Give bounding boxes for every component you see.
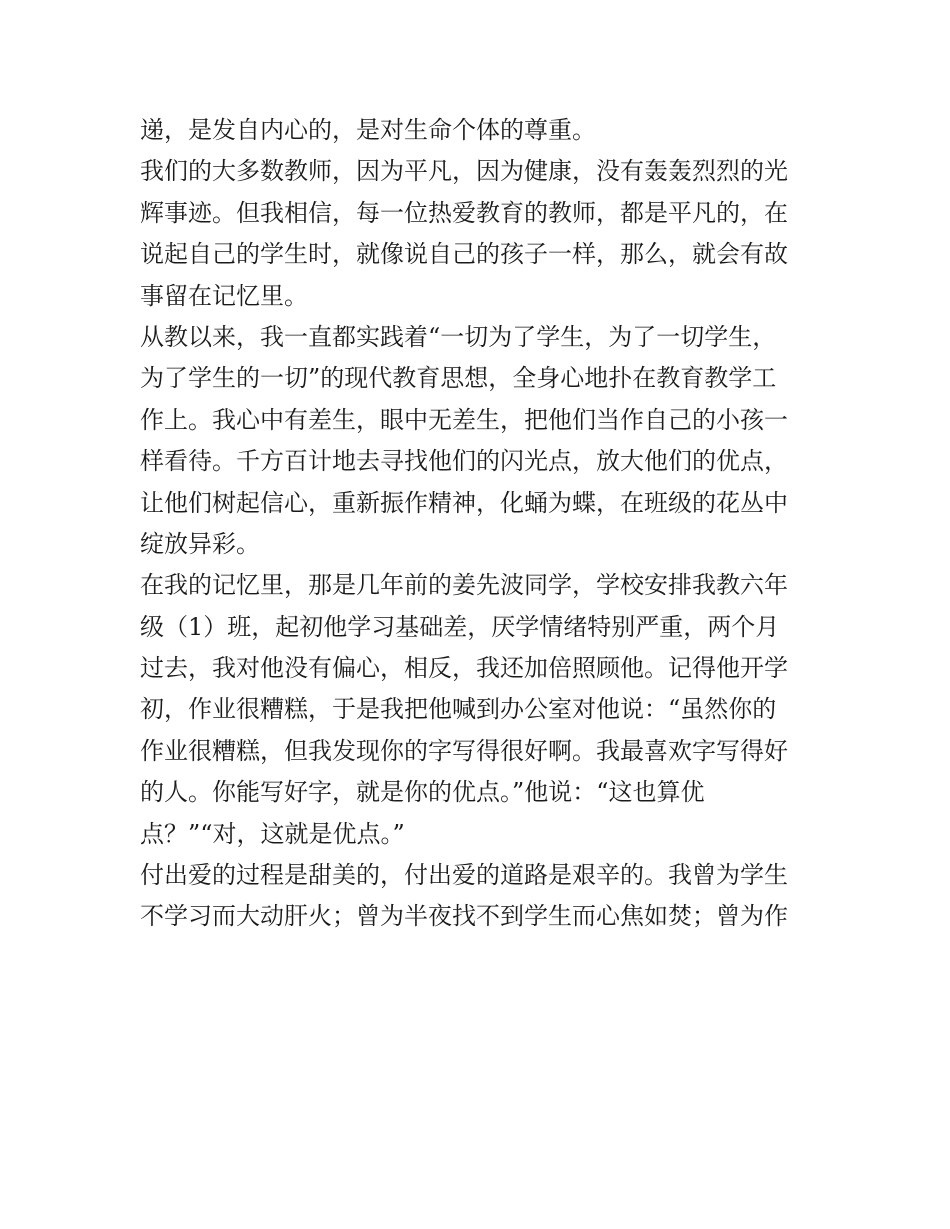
text-line: 不学习而大动肝火；曾为半夜找不到学生而心焦如焚；曾为作 <box>140 902 788 931</box>
text-line: 样看待。千方百计地去寻找他们的闪光点，放大他们的优点， <box>140 447 788 476</box>
text-line: 辉事迹。但我相信，每一位热爱教育的教师，都是平凡的，在 <box>140 198 788 227</box>
text-line: 从教以来，我一直都实践着“一切为了学生，为了一切学生， <box>140 322 777 351</box>
text-line: 我们的大多数教师，因为平凡，因为健康，没有轰轰烈烈的光 <box>140 157 788 186</box>
text-line: 作上。我心中有差生，眼中无差生，把他们当作自己的小孩一 <box>140 405 788 434</box>
text-line: 的人。你能写好字，就是你的优点。”他说：“这也算优 <box>140 778 705 807</box>
body-text <box>140 110 820 938</box>
text-line: 在我的记忆里，那是几年前的姜先波同学，学校安排我教六年 <box>140 571 788 600</box>
text-line: 让他们树起信心，重新振作精神，化蛹为蝶，在班级的花丛中 <box>140 488 788 517</box>
text-line: 事留在记忆里。 <box>140 281 308 310</box>
text-line: 初，作业很糟糕，于是我把他喊到办公室对他说：“虽然你的 <box>140 695 777 724</box>
text-line: 作业很糟糕，但我发现你的字写得很好啊。我最喜欢字写得好 <box>140 736 788 765</box>
text-line: 级（1）班，起初他学习基础差，厌学情绪特别严重，两个月 <box>140 612 780 641</box>
text-line: 绽放异彩。 <box>140 529 260 558</box>
text-line: 过去，我对他没有偏心，相反，我还加倍照顾他。记得他开学 <box>140 654 788 683</box>
text-line: 点？”“对，这就是优点。” <box>140 819 405 848</box>
text-line: 为了学生的一切”的现代教育思想，全身心地扑在教育教学工 <box>140 364 777 393</box>
text-line: 说起自己的学生时，就像说自己的孩子一样，那么，就会有故 <box>140 240 788 269</box>
text-line: 付出爱的过程是甜美的，付出爱的道路是艰辛的。我曾为学生 <box>140 861 788 890</box>
text-line: 递，是发自内心的，是对生命个体的尊重。 <box>140 116 596 144</box>
